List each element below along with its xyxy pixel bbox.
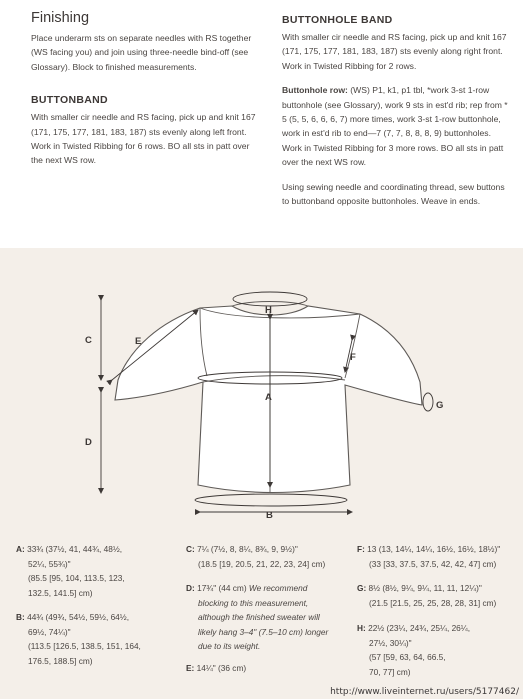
measurement-h-line2: 27½, 30¼)" xyxy=(369,637,412,648)
label-c: C xyxy=(85,335,92,346)
measurement-d xyxy=(186,581,328,654)
buttonhole-band-title: BUTTONHOLE BAND xyxy=(282,14,393,26)
buttonhole-row-label: Buttonhole row: xyxy=(282,85,348,96)
measurement-g-key: G: xyxy=(357,583,367,593)
label-e: E xyxy=(135,336,142,347)
buttonband-title: BUTTONBAND xyxy=(31,94,108,107)
measurement-b-line2: 69½, 74¼)" xyxy=(28,626,71,637)
measurement-d-line4: likely hang 3–4" (7.5–10 cm) longer xyxy=(198,626,329,637)
measurement-f xyxy=(357,542,500,571)
label-f: F xyxy=(350,352,356,363)
measurement-a-line1: 33¾ (37½, 41, 44¾, 48½, xyxy=(27,544,123,554)
measurement-h-line3: (57 [59, 63, 64, 66.5, xyxy=(369,652,446,663)
measurement-e-key: E: xyxy=(186,663,195,673)
measurement-b-key: B: xyxy=(16,612,25,622)
measurement-d-line1: 17¾" (44 cm) xyxy=(197,583,247,593)
measurement-a-key: A: xyxy=(16,544,25,554)
measurement-a xyxy=(16,542,125,600)
measurement-f-line1: 13 (13, 14¼, 14¼, 16½, 16½, 18½)" xyxy=(367,544,501,554)
finishing-title: Finishing xyxy=(31,10,90,26)
label-d: D xyxy=(85,437,92,448)
measurement-b-line1: 44¾ (49¾, 54½, 59½, 64½, xyxy=(27,612,130,622)
measurement-f-line2: (33 [33, 37.5, 37.5, 42, 42, 47] cm) xyxy=(369,558,497,569)
measurement-a-line2: 52¼, 55¾)" xyxy=(28,558,71,569)
measurement-c-line1: 7¼ (7½, 8, 8¼, 8¾, 9, 9½)" xyxy=(197,544,298,554)
measurement-c-key: C: xyxy=(186,544,195,554)
buttonhole-band-text: With smaller cir needle and RS facing, pick up and knit 167 (171, 175, 177, 181, 183, 187) sts evenly along right front. Work in Twisted Ribbing for 2 rows. xyxy=(282,32,507,71)
instructions-area xyxy=(0,0,523,248)
measurement-h-line4: 70, 77] cm) xyxy=(369,666,411,677)
measurement-h xyxy=(357,621,470,679)
measurement-d-line3: although the finished sweater will xyxy=(198,612,320,623)
measurement-g-line2: (21.5 [21.5, 25, 25, 28, 28, 31] cm) xyxy=(369,597,497,608)
label-a: A xyxy=(265,392,272,403)
measurement-a-line4: 132.5, 141.5] cm) xyxy=(28,587,93,598)
schematic-panel xyxy=(0,248,523,699)
measurement-d-line5: due to its weight. xyxy=(198,641,261,652)
measurement-e-line1: 14¼" (36 cm) xyxy=(196,663,247,673)
measurement-c xyxy=(186,542,325,571)
measurement-b xyxy=(16,610,141,668)
finishing-text: Place underarm sts on separate needles with RS together (WS facing you) and join using three-needle bind-off (see Glossary). Block to finished measurements. xyxy=(31,33,252,72)
left-column xyxy=(31,10,263,178)
measurement-b-line4: 176.5, 188.5] cm) xyxy=(28,655,93,666)
measurement-g-line1: 8½ (8½, 9¼, 9¼, 11, 11, 12¼)" xyxy=(368,583,482,593)
measurement-d-line2: blocking to this measurement, xyxy=(198,597,309,608)
label-h: H xyxy=(265,305,272,316)
measurement-h-line1: 22½ (23¼, 24¾, 25¼, 26¼, xyxy=(368,623,471,633)
watermark-url: http://www.liveinternet.ru/users/5177462/ xyxy=(330,687,519,697)
measurement-a-line3: (85.5 [95, 104, 113.5, 123, xyxy=(28,573,125,584)
label-b: B xyxy=(266,510,273,521)
measurement-c-line2: (18.5 [19, 20.5, 21, 22, 23, 24] cm) xyxy=(198,558,326,569)
measurement-f-key: F: xyxy=(357,544,365,554)
buttonhole-row-paragraph xyxy=(282,83,508,169)
label-g: G xyxy=(436,400,444,411)
measurement-d-key: D: xyxy=(186,583,195,593)
right-column xyxy=(282,14,508,218)
measurement-e xyxy=(186,661,246,676)
buttonhole-row-text: (WS) P1, k1, p1 tbl, *work 3-st 1-row buttonhole (see Glossary), work 9 sts in est'd rib; rep from * 5 (5, 5, 6, 6, 6, 7) more times, work 3-st 1-row buttonhole, work in est'd rib to end—7 (7, 7, 8, 8, 8, 9) buttonholes. Work in Twisted Ribbing for 3 more rows. BO all sts in patt over the next WS row. xyxy=(282,85,508,168)
closing-text: Using sewing needle and coordinating thread, sew buttons to buttonband opposite buttonholes. Weave in ends. xyxy=(282,181,505,207)
buttonband-text: With smaller cir needle and RS facing, pick up and knit 167 (171, 175, 177, 181, 183, 187) sts evenly along left front. Work in Twisted Ribbing for 6 rows. BO all sts in patt over the next WS row. xyxy=(31,112,256,166)
measurement-b-line3: (113.5 [126.5, 138.5, 151, 164, xyxy=(28,641,141,652)
measurement-h-key: H: xyxy=(357,623,366,633)
measurement-g xyxy=(357,581,496,610)
measurement-d-note-start: We recommend xyxy=(248,583,308,593)
